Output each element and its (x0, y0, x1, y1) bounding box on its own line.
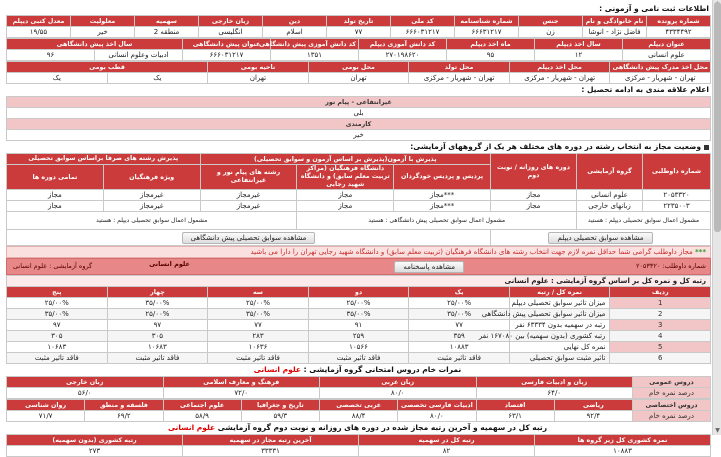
score-r2-c1: ۷۷ (409, 320, 510, 331)
score-r2-label: رتبه در سهمیه بدون ۶۳۳۳۴ نفر (509, 320, 610, 331)
answer-sheet-bar (6, 258, 711, 275)
reg-v1-4: ۶۶۶۰۳۱۲۱۷ (391, 27, 455, 38)
elig-r1-file: ۲۲۳۵۰۰۳ (643, 201, 711, 212)
elig-h-pardis: پذیرش با آزمون(پذیرش بر اساس آزمون و سوابق تحصیلی) (200, 154, 490, 165)
lesson-r1-label: درصد نمره خام (633, 388, 711, 399)
reg-h1-0: شماره پرونده (647, 16, 711, 27)
view-diploma-records-button[interactable]: مشاهده سوابق تحصیلی دیپلم (548, 232, 652, 244)
score-r3-c2: ۲۵۹ (308, 331, 409, 342)
candidate-number-label: شماره داوطلب: ۲۰۵۳۳۲۰ (635, 262, 706, 270)
reg-v2-7: ۹۶ (7, 50, 95, 61)
scores-caption: رتبه کل و نمره کل بر اساس گروه آزمایشی : علوم انسانی (7, 276, 711, 287)
reg-h1-7: زبان خارجی (199, 16, 263, 27)
elig-r0-special: غیرمجاز (103, 190, 200, 201)
eligibility-title (6, 141, 711, 153)
final-v-1: ۸۲ (359, 446, 535, 457)
registration-table-1 (6, 15, 711, 38)
lesson-r1-0: ۶۴/۰ (476, 388, 633, 399)
final-h-3: رتبه کشوری (بدون سهمیه) (7, 435, 183, 446)
lesson-r2-label: درصد نمره خام (633, 411, 711, 422)
elig-r0-file: ۲۰۵۳۳۲۰ (643, 190, 711, 201)
interests-h-1: کارمندی (7, 119, 711, 130)
score-r4-c1: ۱۰۸۸۳ (409, 342, 510, 353)
lesson-r2-1: ۶۳/۱ (476, 411, 554, 422)
elig-status-1: مشمول اعمال سوابق تحصیلی پیش دانشگاهی : هستید (297, 212, 577, 230)
reg-h3-5: قطب بومی (7, 62, 208, 73)
scores-h-0: ردیف (610, 287, 711, 298)
interests-h-0: غیرانتفاعی - پیام نور (7, 97, 711, 108)
reg-v3-0: تهران - شهریار - مرکزی (610, 73, 711, 84)
score-r4-c2: ۱۰۵۶۶ (308, 342, 409, 353)
reg-v2-5: ۶۶۶۰۳۱۲۱۷ (183, 50, 271, 61)
view-preuni-records-button[interactable]: مشاهده سوابق تحصیلی پیش دانشگاهی (182, 232, 316, 244)
elig-r0-all: مجاز (7, 190, 104, 201)
vertical-scrollbar[interactable] (712, 0, 721, 435)
score-r2-c4: ۹۷ (107, 320, 208, 331)
reg-h3-2: محل تولد (409, 62, 510, 73)
lessons-title (6, 364, 711, 376)
reg-h1-9: معلولیت (71, 16, 135, 27)
reg-v3-3: تهران (308, 73, 409, 84)
view-answer-sheet-button[interactable]: مشاهده پاسخنامه (394, 261, 464, 273)
lesson-h1-3: فرهنگ و معارف اسلامی (163, 377, 320, 388)
score-r0-idx: 1 (610, 298, 711, 309)
final-title (6, 422, 711, 434)
lesson-h2-1: ریاضی (554, 400, 632, 411)
lesson-r2-2: ۸۰/۰ (398, 411, 476, 422)
lesson-r2-7: ۷۱/۷ (7, 411, 85, 422)
reg-v3-1: تهران - شهریار - مرکزی (509, 73, 610, 84)
score-r4-c4: ۱۰۶۸۳ (107, 342, 208, 353)
score-r5-label: تاثیر مثبت سوابق تحصیلی (509, 353, 610, 364)
lesson-h2-5: تاریخ و جغرافیا (241, 400, 319, 411)
score-r1-c2: ۳۵/۰۰% (308, 309, 409, 320)
lesson-r2-3: ۸۸/۴ (320, 411, 398, 422)
reg-v2-2: ۹۵ (447, 50, 535, 61)
elig-r0-daytime: مجاز (491, 190, 577, 201)
scores-h-4: سه (208, 287, 309, 298)
bar-group-label: گروه آزمایشی : علوم انسانی (13, 262, 93, 270)
reg-v1-2: زن (519, 27, 583, 38)
final-v-0: ۱۰۸۸۳ (535, 446, 711, 457)
reg-v1-8: منطقه 2 (135, 27, 199, 38)
final-h-1: رتبه کل در سهمیه (359, 435, 535, 446)
score-r5-idx: 6 (610, 353, 711, 364)
notice-text: مجاز داوطلب گرامی شما حداقل نمره لازم جهت انتخاب رشته های دانشگاه فرهنگیان (تربیت معلم سابق) و دانشگاه شهید رجایی تهران را دارا می باشید (250, 248, 693, 256)
reg-h1-2: جنس (519, 16, 583, 27)
final-ranks-table (6, 434, 711, 457)
elig-h-group: گروه آزمایشی (577, 154, 643, 190)
score-r1-c4: ۲۵/۰۰% (107, 309, 208, 320)
interests-v-1: خیر (7, 130, 711, 141)
lesson-h2-2: اقتصاد (476, 400, 554, 411)
elig-r1-all: مجاز (7, 201, 104, 212)
eligibility-table (6, 153, 711, 246)
score-r1-c5: ۳۵/۰۰% (7, 309, 108, 320)
bar-major: علوم انسانی (149, 260, 190, 268)
lesson-h2-0: دروس اختصاصی (633, 400, 711, 411)
reg-v1-5: ۷۷ (327, 27, 391, 38)
score-r1-c3: ۳۵/۰۰% (208, 309, 309, 320)
elig-h-records: پذیرش رشته های صرفا براساس سوابق تحصیلی (7, 154, 201, 165)
lesson-h2-8: روان شناسی (7, 400, 85, 411)
reg-v3-5: یک (107, 73, 208, 84)
final-caption-group: علوم انسانی (167, 423, 216, 432)
reg-h3-0: محل اخذ مدرک پیش دانشگاهی (610, 62, 711, 73)
score-r5-c4: فاقد تاثیر مثبت (107, 353, 208, 364)
elig-status-0: مشمول اعمال سوابق تحصیلی دیپلم : هستید (577, 212, 711, 230)
score-r4-c3: ۱۰۶۳۶ (208, 342, 309, 353)
reg-h2-5: عنوان پیش دانشگاهی (183, 39, 271, 50)
scroll-down-arrow-icon[interactable]: ▼ (715, 427, 720, 434)
lesson-h2-4: عربی تخصصی (320, 400, 398, 411)
reg-v2-1: ۱۲ (535, 50, 623, 61)
registration-title: اطلاعات ثبت نامی و آزمونی : (599, 4, 709, 13)
reg-h2-1: سال اخذ دیپلم (535, 39, 623, 50)
reg-h2-6: سال اخذ پیش دانشگاهی (7, 39, 183, 50)
elig-r0-payam: غیرمجاز (200, 190, 297, 201)
lesson-r2-0: ۹۲/۴ (554, 411, 632, 422)
lessons-caption-group: علوم انسانی (253, 365, 301, 374)
registration-table-2 (6, 38, 711, 61)
scores-h-1: نمره کل / رتبه (509, 287, 610, 298)
lesson-r1-3: ۵۶/۰ (7, 388, 164, 399)
reg-h3-3: محل بومی (308, 62, 409, 73)
final-caption: رتبه کل در سهمیه و آخرین رتبه مجاز شده در دوره های روزانه و نوبت دوم گروه آزمایشی (217, 423, 548, 432)
reg-h3-1: محل اخذ دیپلم (509, 62, 610, 73)
scores-h-2: یک (409, 287, 510, 298)
score-r2-c2: ۹۱ (308, 320, 409, 331)
reg-v3-6: یک (7, 73, 108, 84)
general-lessons-table (6, 376, 711, 399)
scores-table (6, 275, 711, 364)
score-r5-c3: فاقد تاثیر مثبت (208, 353, 309, 364)
lesson-h1-4: زبان خارجی (7, 377, 164, 388)
lesson-h1-2: زبان عربی (320, 377, 477, 388)
reg-v1-1: فاضل نژاد - انوشا (583, 27, 647, 38)
reg-h3-4: ناحیه بومی (208, 62, 309, 73)
elig-r0-farhangian: مجاز (297, 190, 394, 201)
score-r3-c1: ۳۵۹ (409, 331, 510, 342)
elig-h-sub1: پردیس و پردیس خودگردان (394, 165, 491, 190)
score-r3-c3: ۲۸۳ (208, 331, 309, 342)
eligibility-title-text: وضعیت مجاز به انتخاب رشته در دوره های مختلف هر یک از گروههای آزمایشی: (410, 142, 701, 151)
notice-stars: *** (695, 248, 706, 256)
reg-v3-2: تهران - شهریار - مرکزی (409, 73, 510, 84)
lesson-h2-3: ادبیات فارسی تخصصی (398, 400, 476, 411)
score-r3-c5: ۳۰۵ (7, 331, 108, 342)
elig-h-sub2: دانشگاه فرهنگیان (مراکز تربیت معلم سابق) و دانشگاه شهید رجایی (297, 165, 394, 190)
reg-v1-3: ۶۶۶۳۱۲۱۷ (455, 27, 519, 38)
score-r0-c2: ۲۵/۰۰% (308, 298, 409, 309)
elig-r1-payam: غیرمجاز (200, 201, 297, 212)
reg-h2-2: ماه اخذ دیپلم (447, 39, 535, 50)
reg-h1-10: معدل کتبی دیپلم (7, 16, 71, 27)
score-r4-idx: 5 (610, 342, 711, 353)
score-r2-idx: 3 (610, 320, 711, 331)
reg-h2-3: کد دانش آموزی دیپلم (359, 39, 447, 50)
elig-h-file: شماره داوطلبی (643, 154, 711, 190)
lesson-h1-1: زبان و ادبیات فارسی (476, 377, 633, 388)
scores-h-6: پنج (7, 287, 108, 298)
square-bullet-icon (704, 145, 709, 150)
elig-h-special: ویژه فرهنگیان (103, 165, 200, 190)
score-r0-c1: ۲۵/۰۰% (409, 298, 510, 309)
score-r5-c5: فاقد تاثیر مثبت (7, 353, 108, 364)
reg-v2-0: علوم انسانی (623, 50, 711, 61)
scores-h-3: دو (308, 287, 409, 298)
reg-h2-0: عنوان دیپلم (623, 39, 711, 50)
reg-v2-3: ۲۷۰۱۹۸۶۲۰ (359, 50, 447, 61)
reg-v2-6: ادبیات وعلوم انسانی (95, 50, 183, 61)
score-r4-label: نمره کل نهایی (509, 342, 610, 353)
score-r0-c3: ۲۵/۰۰% (208, 298, 309, 309)
elig-r1-farhangian: مجاز (297, 201, 394, 212)
eligibility-notice (6, 246, 711, 258)
reg-h2-4: کد دانش آموزی پیش دانشگاهی (271, 39, 359, 50)
score-r3-label: رتبه کشوری (بدون سهمیه) بین ۱۶۷۰۸۰ نفر (509, 331, 610, 342)
score-r1-idx: 2 (610, 309, 711, 320)
elig-status-2: مشمول اعمال سوابق تحصیلی دیپلم : هستید (7, 212, 297, 230)
reg-v3-4: تهران (208, 73, 309, 84)
scores-h-5: چهار (107, 287, 208, 298)
reg-v2-4: ۱۳۵۱ (271, 50, 359, 61)
lesson-r1-1: ۸۰/۰ (320, 388, 477, 399)
interests-title: اعلام علاقه مندی به ادامه تحصیل : (581, 85, 709, 94)
scrollbar-thumb[interactable] (714, 2, 721, 232)
elig-h-sub3: رشته های پیام نور و غیرانتفاعی (200, 165, 297, 190)
reg-v1-9: خیر (71, 27, 135, 38)
final-h-2: آخرین رتبه مجاز در سهمیه (183, 435, 359, 446)
reg-h1-8: سهمیه (135, 16, 199, 27)
score-r2-c3: ۷۷ (208, 320, 309, 331)
lesson-h2-6: علوم اجتماعی (163, 400, 241, 411)
interests-v-0: بلی (7, 108, 711, 119)
reg-v1-10: ۱۹/۵۵ (7, 27, 71, 38)
reg-h1-1: نام خانوادگی و نام (583, 16, 647, 27)
score-r0-label: میزان تاثیر سوابق تحصیلی دیپلم (509, 298, 610, 309)
final-h-0: نمره کشوری کل زیر گروه ها (535, 435, 711, 446)
score-r5-c2: فاقد تاثیر مثبت (308, 353, 409, 364)
score-r4-c5: ۱۰۶۸۳ (7, 342, 108, 353)
lesson-h1-0: دروس عمومی (633, 377, 711, 388)
elig-r0-group: علوم انسانی (577, 190, 643, 201)
lesson-r2-4: ۵۹/۳ (241, 411, 319, 422)
score-r0-c5: ۲۵/۰۰% (7, 298, 108, 309)
elig-h-daytime: دوره های روزانه / نوبت دوم (491, 154, 577, 190)
reg-h1-4: کد ملی (391, 16, 455, 27)
reg-h1-3: شماره شناسنامه (455, 16, 519, 27)
score-r3-c4: ۳۰۵ (107, 331, 208, 342)
special-lessons-table (6, 399, 711, 422)
final-v-2: ۳۳۳۳۱ (183, 446, 359, 457)
score-r0-c4: ۳۵/۰۰% (107, 298, 208, 309)
score-r1-c1: ۳۵/۰۰% (409, 309, 510, 320)
score-r5-c1: فاقد تاثیر مثبت (409, 353, 510, 364)
score-r1-label: میزان تاثیر سوابق تحصیلی پیش دانشگاهی (509, 309, 610, 320)
lesson-h2-7: فلسفه و منطق (85, 400, 163, 411)
elig-r0-pardis: ***مجاز (394, 190, 491, 201)
elig-h-nonprofit: تمامی دوره ها (7, 165, 104, 190)
reg-h1-5: تاریخ تولد (327, 16, 391, 27)
elig-r1-pardis: ***مجاز (394, 201, 491, 212)
reg-v1-7: انگلیسی (199, 27, 263, 38)
lesson-r2-6: ۶۹/۲ (85, 411, 163, 422)
reg-h1-6: دین (263, 16, 327, 27)
lesson-r1-2: ۷۲/۰ (163, 388, 320, 399)
final-v-3: ۲۷۳ (7, 446, 183, 457)
registration-table-3 (6, 61, 711, 84)
reg-v1-6: اسلام (263, 27, 327, 38)
lesson-r2-5: ۵۸/۹ (163, 411, 241, 422)
elig-r1-daytime: مجاز (491, 201, 577, 212)
elig-r1-group: زبانهای خارجی (577, 201, 643, 212)
interests-table (6, 96, 711, 141)
lessons-caption: نمرات خام دروس امتحانی گروه آزمایشی : (303, 365, 462, 374)
score-r3-idx: 4 (610, 331, 711, 342)
reg-v1-0: ۴۳۳۴۴۹۲ (647, 27, 711, 38)
score-r2-c5: ۹۷ (7, 320, 108, 331)
elig-r1-special: غیرمجاز (103, 201, 200, 212)
